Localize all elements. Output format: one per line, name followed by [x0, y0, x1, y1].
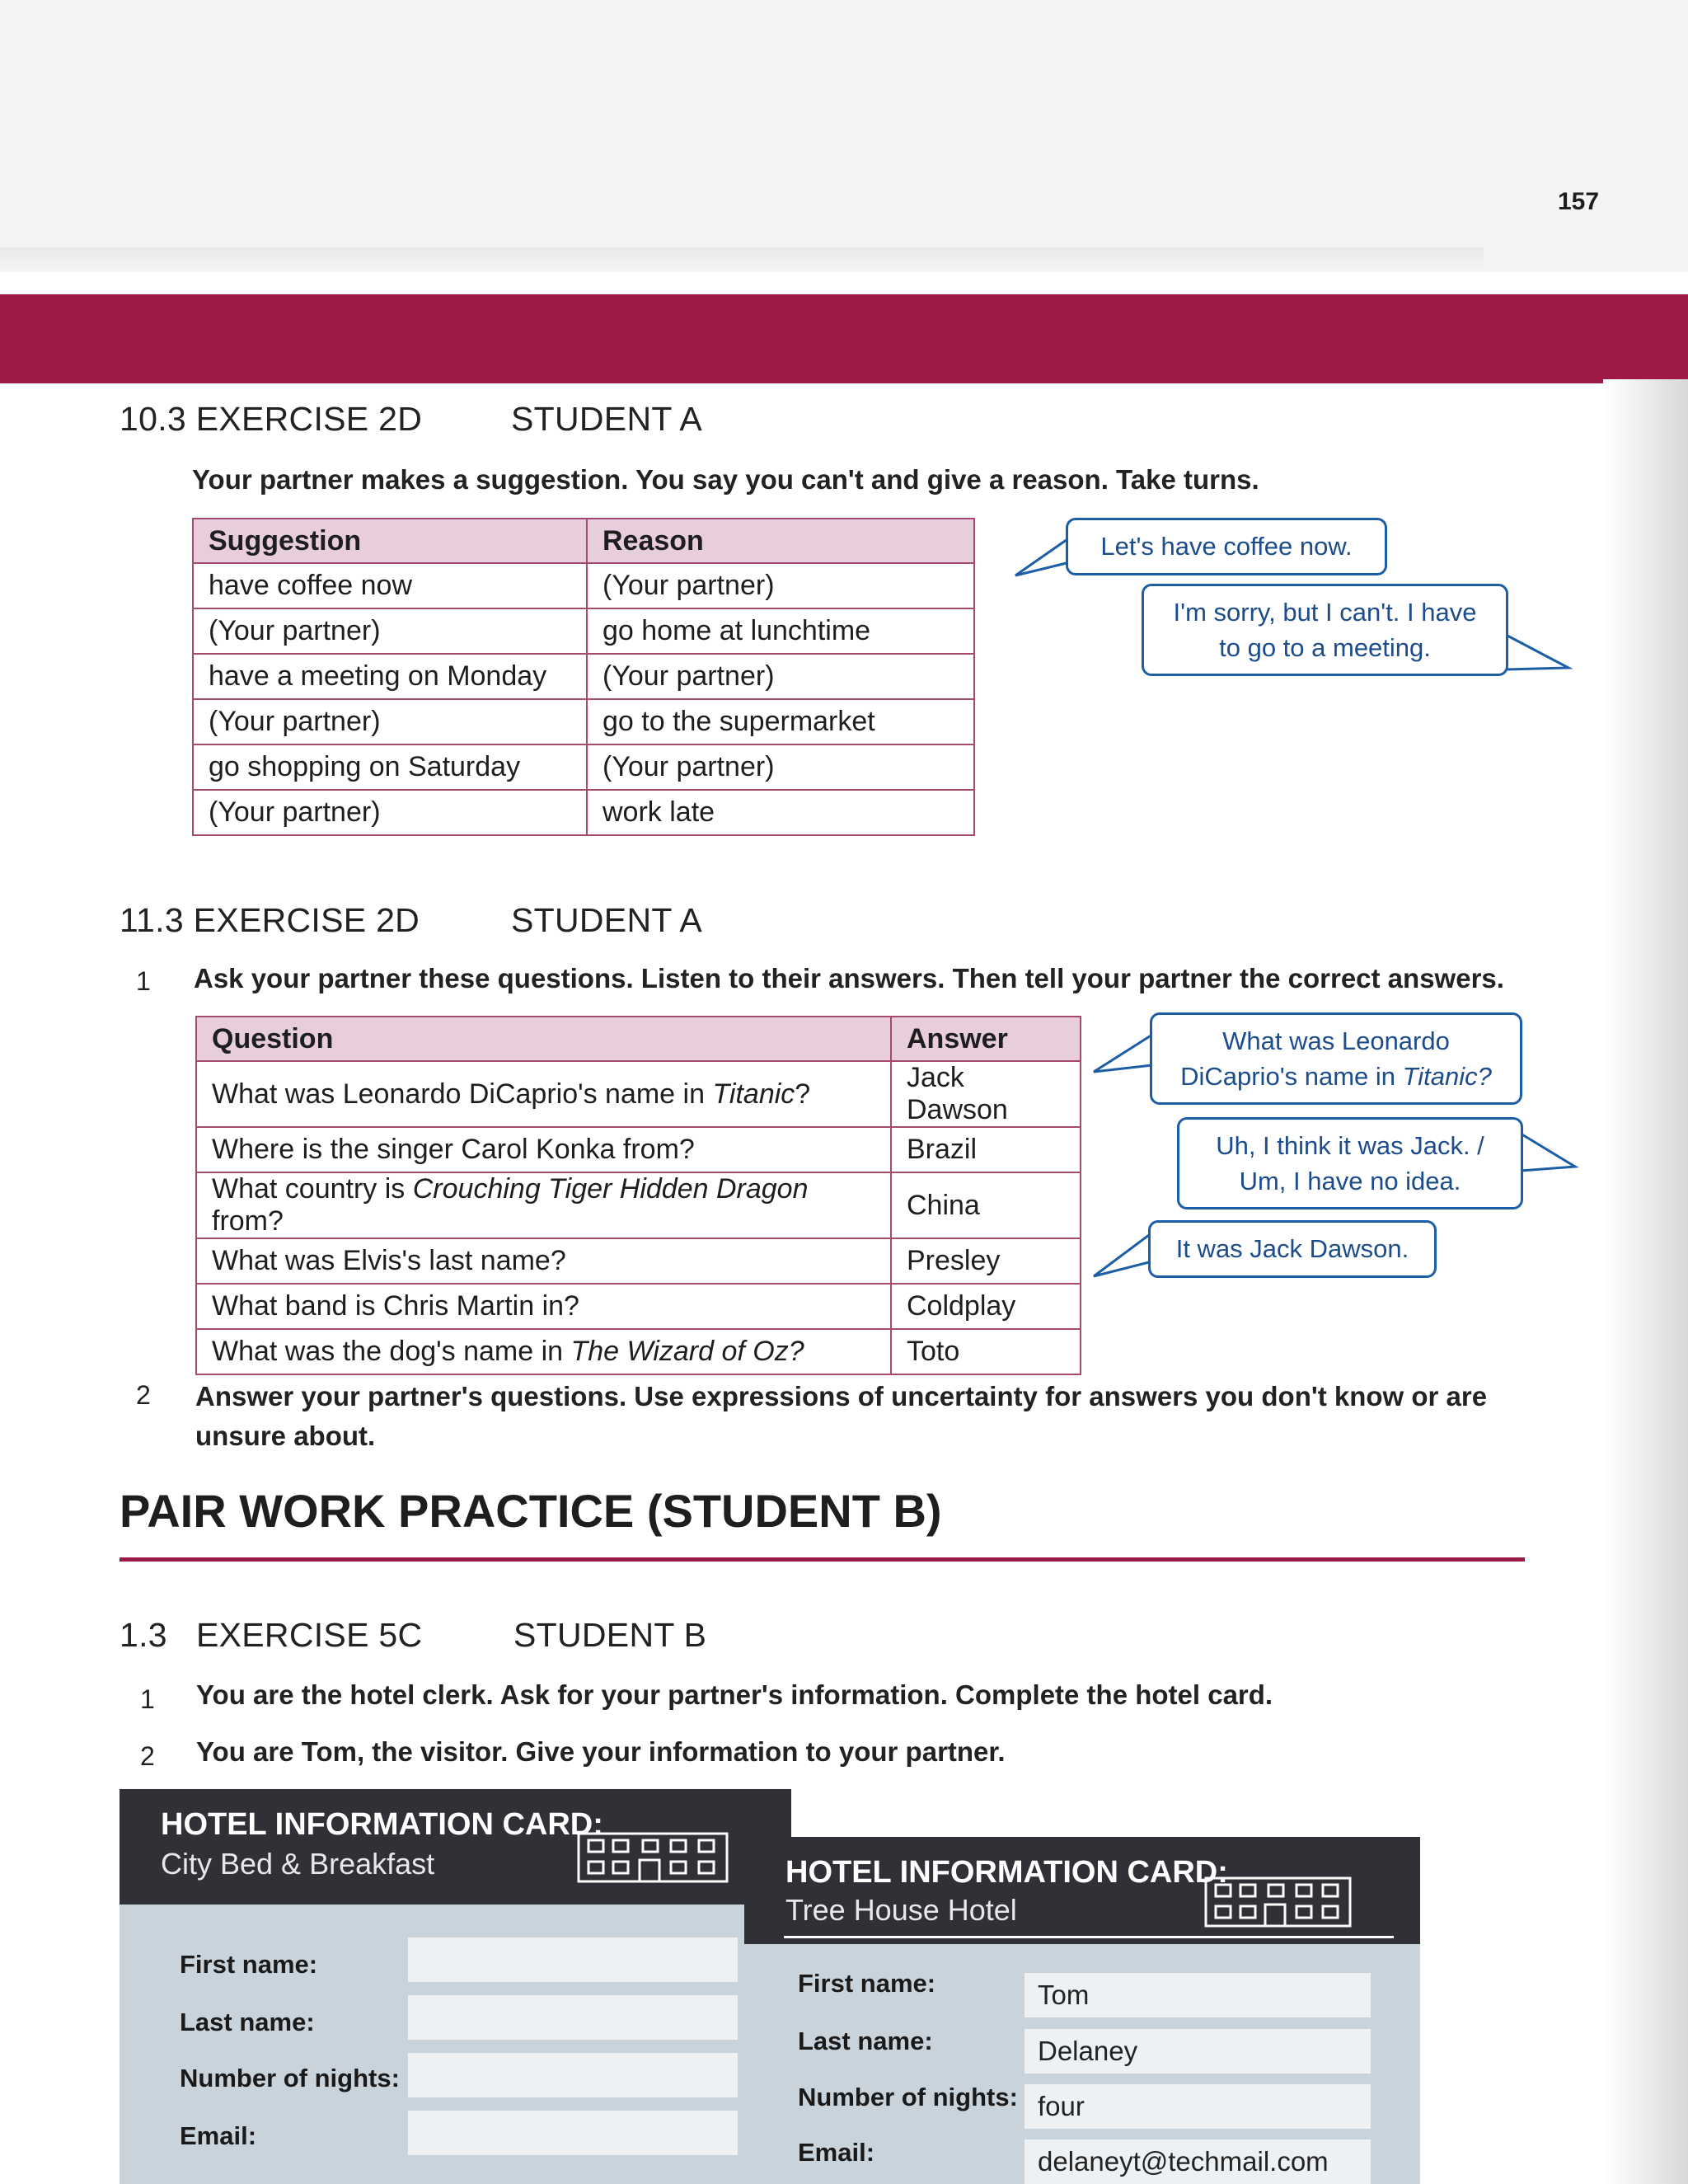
- table-cell: go to the supermarket: [587, 699, 974, 744]
- table-row: [196, 1329, 1081, 1374]
- speech-tail-right: [1504, 627, 1570, 676]
- hotel-card-header-left: [120, 1789, 791, 1905]
- table-cell: work late: [587, 790, 974, 835]
- table-row: [196, 1284, 1081, 1329]
- speech-bubble-answer: It was Jack Dawson.: [1148, 1220, 1437, 1278]
- hotel-building-icon: [1204, 1876, 1353, 1928]
- hotel-card-header-right: [744, 1837, 1420, 1944]
- speech-tail-right: [1519, 1130, 1577, 1179]
- hotel-card-body-left: [120, 1905, 791, 2184]
- last-name-label: Last name:: [180, 2008, 315, 2036]
- table-cell: What band is Chris Martin in?: [196, 1284, 891, 1329]
- column-header-answer: Answer: [891, 1017, 1081, 1061]
- table-row: [193, 608, 974, 654]
- question-text: What country is: [212, 1173, 413, 1205]
- table-cell: Where is the singer Carol Konka from?: [196, 1127, 891, 1172]
- item-number: 1: [136, 966, 151, 996]
- table-cell: (Your partner): [587, 744, 974, 790]
- column-header-question: Question: [196, 1017, 891, 1061]
- page-gutter: [1603, 379, 1688, 2184]
- question-text: What was Leonardo DiCaprio's name in: [212, 1078, 713, 1110]
- exercise-1-3-heading: 1.3 EXERCISE 5C: [120, 1616, 423, 1654]
- first-name-field[interactable]: Tom: [1025, 1973, 1371, 2017]
- header-band: [0, 294, 1688, 383]
- table-cell: (Your partner): [193, 608, 587, 654]
- bubble-line: [1180, 1059, 1492, 1094]
- hotel-building-icon: [577, 1832, 729, 1883]
- hotel-card-subtitle: City Bed & Breakfast: [161, 1847, 435, 1881]
- question-title: The Wizard of Oz?: [570, 1336, 804, 1367]
- table-row: [196, 1238, 1081, 1284]
- table-cell: China: [891, 1172, 1081, 1238]
- table-cell: go shopping on Saturday: [193, 744, 587, 790]
- table-row: [193, 699, 974, 744]
- table-row: [196, 1172, 1081, 1238]
- column-header-reason: Reason: [587, 519, 974, 563]
- question-table: [195, 1016, 1081, 1375]
- table-row: [193, 654, 974, 699]
- table-row: [193, 744, 974, 790]
- table-cell: Coldplay: [891, 1284, 1081, 1329]
- speech-bubble-question: [1150, 1012, 1522, 1105]
- nights-field[interactable]: [408, 2053, 738, 2097]
- exercise-11-3-student: STUDENT A: [511, 901, 703, 939]
- first-name-field[interactable]: [408, 1937, 738, 1982]
- bubble-line: Uh, I think it was Jack. /: [1216, 1130, 1484, 1160]
- speech-bubble-reply: [1142, 584, 1508, 676]
- nights-field[interactable]: four: [1025, 2084, 1371, 2129]
- hotel-card-title: HOTEL INFORMATION CARD:: [161, 1807, 603, 1842]
- item-number: 1: [140, 1684, 155, 1714]
- table-row: [193, 790, 974, 835]
- previous-page-strip: [0, 0, 1688, 272]
- hotel-card-title: HOTEL INFORMATION CARD:: [785, 1855, 1228, 1890]
- instruction-line: Answer your partner's questions. Use expressions of uncertainty for answers you don't know or are: [195, 1381, 1488, 1411]
- exercise-11-3-instruction-2: [195, 1377, 1487, 1456]
- email-label: Email:: [798, 2138, 875, 2167]
- bubble-line: Um, I have no idea.: [1239, 1167, 1461, 1195]
- bubble-line: What was Leonardo: [1222, 1026, 1450, 1055]
- table-cell: (Your partner): [193, 699, 587, 744]
- table-cell: have coffee now: [193, 563, 587, 608]
- exercise-11-3-heading: 11.3 EXERCISE 2D: [120, 901, 420, 939]
- table-cell: (Your partner): [193, 790, 587, 835]
- table-cell: Toto: [891, 1329, 1081, 1374]
- bubble-line: I'm sorry, but I can't. I have: [1173, 597, 1477, 627]
- bubble-text: DiCaprio's name in: [1180, 1062, 1403, 1091]
- last-name-field[interactable]: Delaney: [1025, 2029, 1371, 2074]
- suggestion-table: [192, 518, 975, 836]
- speech-tail-left: [1092, 1228, 1154, 1278]
- column-header-suggestion: Suggestion: [193, 519, 587, 563]
- exercise-1-3-instruction-1: You are the hotel clerk. Ask for your partner's information. Complete the hotel card.: [196, 1679, 1273, 1710]
- item-number: 2: [136, 1380, 151, 1410]
- table-cell: [196, 1329, 891, 1374]
- hotel-card-body-right: [744, 1944, 1420, 2184]
- table-cell: [196, 1061, 891, 1127]
- instruction-line: unsure about.: [195, 1421, 376, 1451]
- last-name-field[interactable]: [408, 1995, 738, 2040]
- section-divider: [120, 1557, 1525, 1562]
- first-name-label: First name:: [798, 1969, 936, 1998]
- speech-bubble-suggestion: Let's have coffee now.: [1066, 518, 1387, 575]
- table-cell: have a meeting on Monday: [193, 654, 587, 699]
- table-cell: What was Elvis's last name?: [196, 1238, 891, 1284]
- email-label: Email:: [180, 2121, 257, 2150]
- bubble-line: to go to a meeting.: [1219, 633, 1431, 662]
- last-name-label: Last name:: [798, 2027, 933, 2055]
- section-title: PAIR WORK PRACTICE (STUDENT B): [120, 1485, 942, 1537]
- table-cell: Jack Dawson: [891, 1061, 1081, 1127]
- item-number: 2: [140, 1741, 155, 1771]
- bubble-title: Titanic?: [1402, 1062, 1492, 1091]
- table-cell: go home at lunchtime: [587, 608, 974, 654]
- question-title: Titanic: [712, 1078, 795, 1110]
- hotel-card-underline: [784, 1936, 1394, 1938]
- nights-label: Number of nights:: [180, 2064, 400, 2092]
- exercise-10-3-student: STUDENT A: [511, 400, 703, 438]
- table-row: [196, 1061, 1081, 1127]
- question-text: What was the dog's name in: [212, 1336, 571, 1367]
- speech-bubble-uncertain: [1177, 1117, 1523, 1209]
- email-field[interactable]: [408, 2111, 738, 2155]
- table-cell: (Your partner): [587, 654, 974, 699]
- question-text: ?: [795, 1078, 811, 1110]
- page-fold-shadow: [0, 247, 1484, 272]
- nights-label: Number of nights:: [798, 2083, 1018, 2111]
- speech-tail-left: [1014, 528, 1071, 577]
- speech-tail-left: [1092, 1031, 1154, 1080]
- exercise-10-3-instruction: Your partner makes a suggestion. You say you can't and give a reason. Take turns.: [192, 464, 1259, 495]
- hotel-card-subtitle: Tree House Hotel: [785, 1893, 1017, 1927]
- table-row: [193, 563, 974, 608]
- table-cell: [196, 1172, 891, 1238]
- email-field[interactable]: delaneyt@techmail.com: [1025, 2139, 1371, 2184]
- question-text: from?: [212, 1205, 284, 1237]
- table-cell: Brazil: [891, 1127, 1081, 1172]
- exercise-11-3-instruction-1: Ask your partner these questions. Listen to their answers. Then tell your partner the correct answers.: [194, 963, 1504, 993]
- question-title: Crouching Tiger Hidden Dragon: [412, 1173, 809, 1205]
- exercise-1-3-student: STUDENT B: [513, 1616, 707, 1654]
- table-cell: (Your partner): [587, 563, 974, 608]
- first-name-label: First name:: [180, 1950, 318, 1979]
- table-cell: Presley: [891, 1238, 1081, 1284]
- exercise-1-3-instruction-2: You are Tom, the visitor. Give your information to your partner.: [196, 1736, 1006, 1767]
- exercise-10-3-heading: 10.3 EXERCISE 2D: [120, 400, 423, 438]
- page-number: 157: [1558, 188, 1600, 215]
- table-row: [196, 1127, 1081, 1172]
